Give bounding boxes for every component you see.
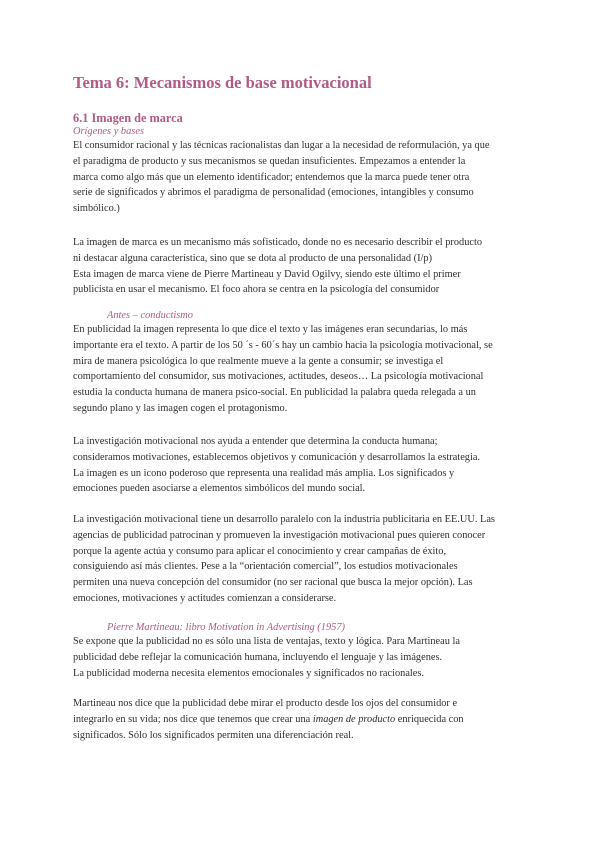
paragraph-3 [73,322,533,417]
text-line: publicista en usar el mecanismo. El foco ahora se centra en la psicología del consumidor [73,284,440,296]
text-line: Esta imagen de marca viene de Pierre Martineau y David Ogilvy, siendo este último el primer [73,268,461,280]
section-heading: 6.1 Imagen de marca [73,111,183,125]
paragraph-6 [73,634,533,681]
text-line: El consumidor racional y las técnicas racionalistas dan lugar a la necesidad de reformulación, ya que [73,140,490,151]
text-line: La imagen es un icono poderoso que representa una realidad más amplia. Los significados y [73,467,455,479]
text-line: consideramos motivaciones, establecemos objetivos y comunicación y desarrollamos la estrategia. [73,451,481,463]
paragraph-7 [73,696,533,743]
text-line: importante era el texto. A partir de los 50 ´s - 60´s hay un cambio hacia la psicología motivacional, se [73,339,493,351]
text-line: comportamiento del consumidor, sus motivaciones, actitudes, deseos… La psicología motivacional [73,371,484,383]
text-line [73,712,533,728]
text-line: agencias de publicidad patrocinan y promueven la investigación motivacional pues quieren conocer [73,529,486,541]
text-line: La publicidad moderna necesita elementos emocionales y significados no racionales. [73,667,424,679]
text-line: simbólico.) [73,203,120,215]
text-line: emociones pueden asociarse a elementos simbólicos del mundo social. [73,483,366,495]
paragraph-2 [73,235,533,298]
text-line: La investigación motivacional nos ayuda a entender que determina la conducta humana; [73,436,438,447]
text-line: mira de manera psicológica lo que realmente mueve a la gente a consumir; se investiga el [73,355,444,367]
text-line: En publicidad la imagen representa lo que dice el texto y las imágenes eran secundarias, lo más [73,324,468,335]
text-line: La imagen de marca es un mecanismo más sofisticado, donde no es necesario describir el producto [73,237,483,248]
text-segment: integrarlo en su vida; nos dice que tenemos que crear una [73,713,313,725]
text-line: emociones, motivaciones y actitudes comienzan a considerarse. [73,592,337,604]
paragraph-4 [73,434,533,497]
text-line: serie de significados y abrimos el paradigma de personalidad (emociones, intangibles y consumo [73,187,474,199]
text-line: estudia la conducta humana de manera psico-social. En publicidad la palabra queda relegada a un [73,387,476,399]
paragraph-5 [73,512,533,607]
text-line: el paradigma de producto y sus mecanismos se quedan insuficientes. Empezamos a entender la [73,155,466,167]
text-line: marca como algo más que un elemento identificador; entendemos que la marca puede tener otra [73,171,470,183]
text-line: ni destacar alguna característica, sino que se dota al producto de una personalidad (I/p) [73,252,433,264]
text-line: permiten una nueva concepción del consumidor (no ser racional que busca la mejor opción). Las [73,577,473,589]
subheading-origenes: Orígenes y bases [73,126,144,137]
paragraph-1 [73,138,533,217]
text-line: significados. Sólo los significados permiten una diferenciación real. [73,729,354,741]
text-line: publicidad debe reflejar la comunicación humana, incluyendo el lenguaje y las imágenes. [73,651,443,663]
text-line: Martineau nos dice que la publicidad debe mirar el producto desde los ojos del consumidor e [73,698,458,709]
text-line: porque la agente actúa y consumo para aplicar el conocimiento y crear campañas de éxito, [73,545,447,557]
emphasized-text: imagen de producto [312,713,396,725]
page-title: Tema 6: Mecanismos de base motivacional [73,73,372,92]
text-segment: enriquecida con [395,713,464,725]
text-line: consiguiendo así más clientes. Pese a la “orientación comercial”, los estudios motivacionales [73,561,458,573]
subheading-martineau: Pierre Martineau: libro Motivation in Advertising (1957) [107,622,345,633]
text-line: La investigación motivacional tiene un desarrollo paralelo con la industria publicitaria en EE.UU. Las [73,514,495,525]
subheading-antes: Antes – conductismo [107,310,193,321]
text-line: Se expone que la publicidad no es sólo una lista de ventajas, texto y lógica. Para Martineau la [73,636,460,647]
text-line: segundo plano y las imagen cogen el protagonismo. [73,402,288,414]
